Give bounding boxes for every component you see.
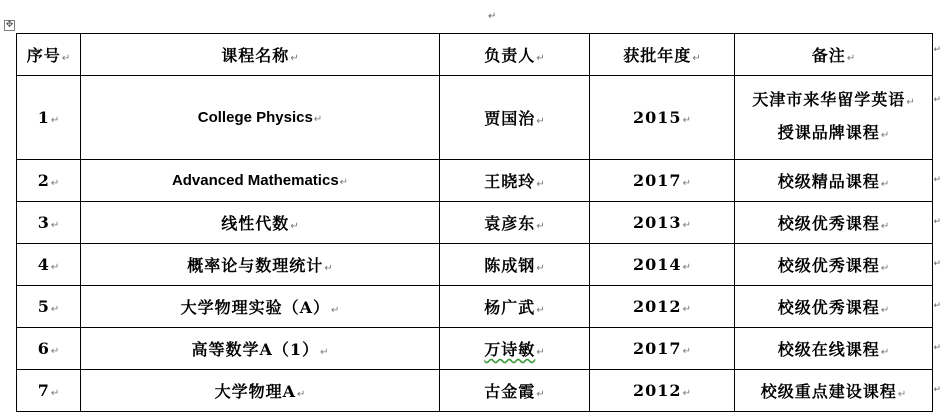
cell-lead: 陈成钢↵ [440, 244, 590, 286]
table-row [17, 244, 933, 286]
row-end-mark-icon: ↵ [933, 95, 941, 105]
row-end-mark-icon: ↵ [933, 217, 941, 227]
cell-course: 线性代数↵ [81, 202, 440, 244]
table-row [17, 286, 933, 328]
cell-year: 2017↵ [590, 328, 735, 370]
cell-no: 3↵ [17, 202, 81, 244]
cell-no: 7↵ [17, 370, 81, 412]
cell-lead: 袁彦东↵ [440, 202, 590, 244]
cell-no: 2↵ [17, 160, 81, 202]
table-row [17, 160, 933, 202]
row-end-mark-icon: ↵ [933, 343, 941, 353]
paragraph-mark-icon: ↵ [488, 11, 497, 22]
header-note: 备注↵ [735, 34, 933, 76]
header-lead: 负责人↵ [440, 34, 590, 76]
row-end-mark-icon: ↵ [933, 259, 941, 269]
spellcheck-underlined-text: 万诗敏 [484, 340, 536, 359]
cell-lead: 古金霞↵ [440, 370, 590, 412]
cell-note: 校级优秀课程↵ [735, 202, 933, 244]
cell-no: 4↵ [17, 244, 81, 286]
cell-year: 2017↵ [590, 160, 735, 202]
cell-lead: 杨广武↵ [440, 286, 590, 328]
cell-no: 1↵ [17, 76, 81, 160]
table-row [17, 370, 933, 412]
cell-lead: 王晓玲↵ [440, 160, 590, 202]
table-header-row [17, 34, 933, 76]
cell-lead: 贾国治↵ [440, 76, 590, 160]
cell-note: 校级在线课程↵ [735, 328, 933, 370]
cell-note: 天津市来华留学英语↵ 授课品牌课程↵ [735, 76, 933, 160]
cell-year: 2014↵ [590, 244, 735, 286]
row-end-mark-icon: ↵ [933, 175, 941, 185]
header-year: 获批年度↵ [590, 34, 735, 76]
row-end-mark-icon: ↵ [933, 45, 941, 55]
cell-note: 校级精品课程↵ [735, 160, 933, 202]
cell-note: 校级重点建设课程↵ [735, 370, 933, 412]
cell-year: 2013↵ [590, 202, 735, 244]
cell-note: 校级优秀课程↵ [735, 244, 933, 286]
header-no: 序号↵ [17, 34, 81, 76]
course-table [16, 33, 933, 412]
cell-course: 大学物理实验（A）↵ [81, 286, 440, 328]
cell-course: 大学物理A↵ [81, 370, 440, 412]
header-course: 课程名称↵ [81, 34, 440, 76]
cell-course: 高等数学A（1）↵ [81, 328, 440, 370]
cell-no: 6↵ [17, 328, 81, 370]
table-row [17, 202, 933, 244]
cell-no: 5↵ [17, 286, 81, 328]
cell-year: 2012↵ [590, 370, 735, 412]
cell-note: 校级优秀课程↵ [735, 286, 933, 328]
cell-course: Advanced Mathematics↵ [81, 160, 440, 202]
row-end-mark-icon: ↵ [933, 301, 941, 311]
cell-course: College Physics↵ [81, 76, 440, 160]
table-row [17, 328, 933, 370]
table-row [17, 76, 933, 160]
cell-year: 2012↵ [590, 286, 735, 328]
cell-course: 概率论与数理统计↵ [81, 244, 440, 286]
row-end-mark-icon: ↵ [933, 385, 941, 395]
cell-lead: 万诗敏↵ [440, 328, 590, 370]
table-move-handle-icon[interactable]: ✥ [5, 20, 14, 30]
cell-year: 2015↵ [590, 76, 735, 160]
